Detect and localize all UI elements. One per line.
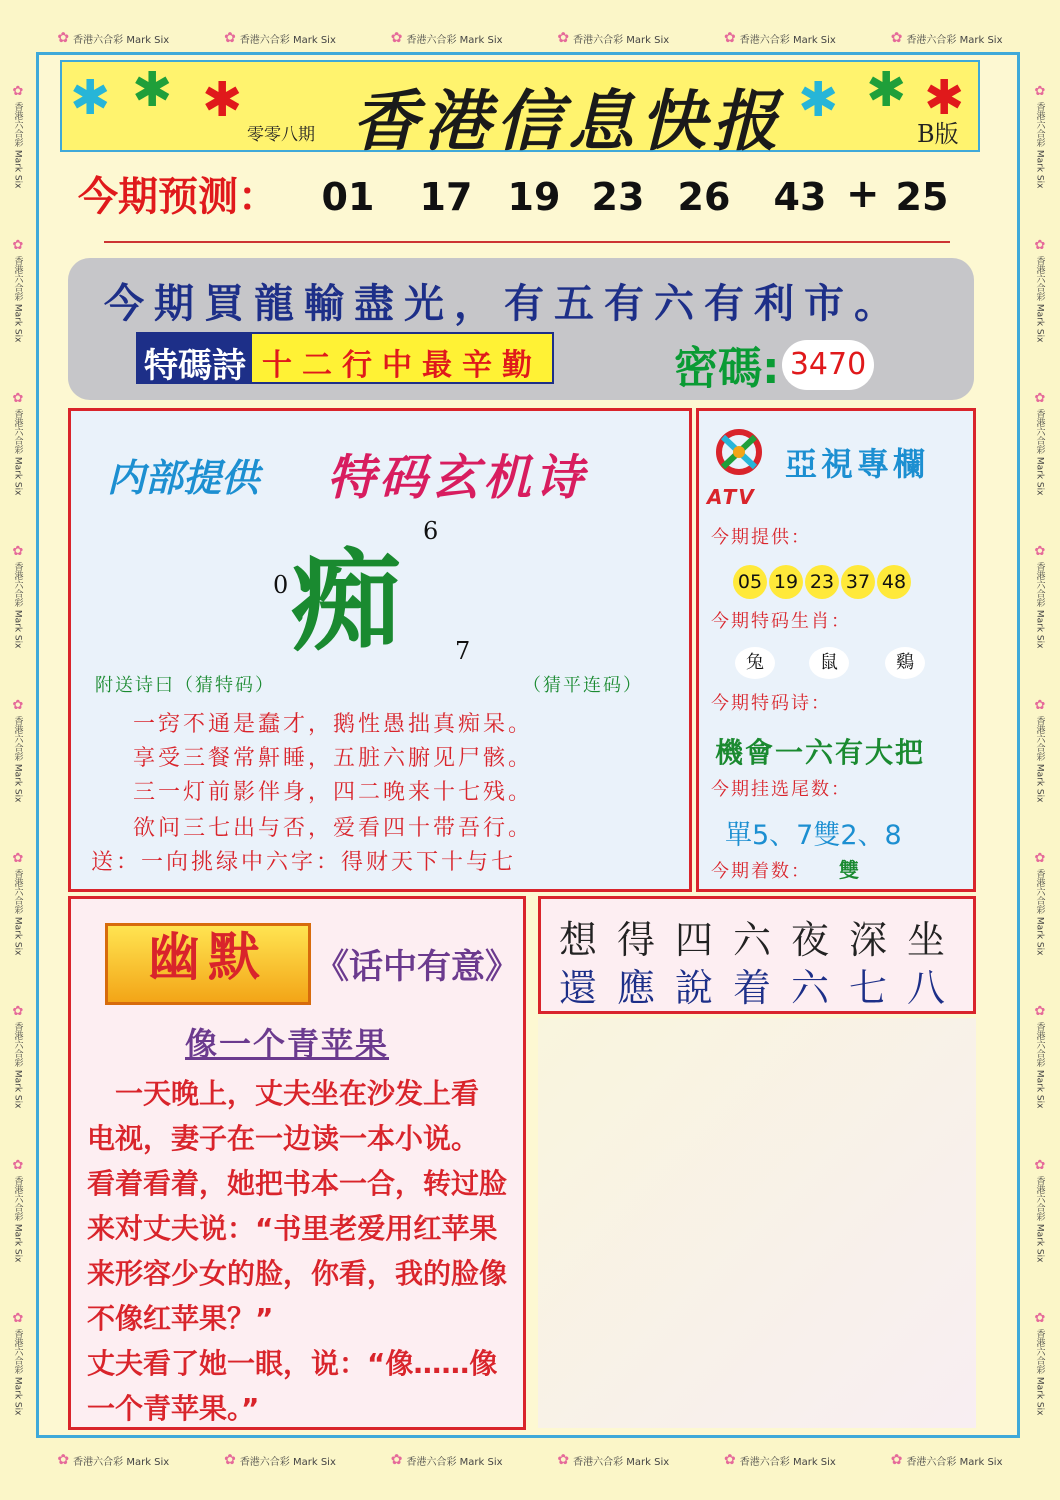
- flower-icon: ✿: [557, 30, 570, 46]
- verse-line-1: 想得四六夜深坐: [559, 918, 966, 962]
- parity-label: 今期着数：: [711, 861, 811, 882]
- watermark: ✿ 香港六合彩 Mark Six: [890, 30, 1003, 46]
- zodiac-badge: 鷄: [885, 647, 925, 679]
- flower-icon: ✿: [10, 237, 26, 253]
- atv-logo-icon: [709, 427, 769, 477]
- flower-icon: ✿: [10, 1004, 26, 1020]
- code-label: 密碼:: [674, 343, 780, 394]
- flower-icon: ✿: [1032, 1004, 1048, 1020]
- asterisk-icon: ✱: [924, 70, 965, 126]
- flower-icon: ✿: [724, 1452, 736, 1468]
- watermark: ✿ 香港六合彩 Mark Six: [557, 1452, 670, 1468]
- poem-line: 三一灯前影伴身，四二晚来十七残。: [133, 780, 534, 805]
- watermark: ✿ 香港六合彩 Mark Six: [1032, 391, 1048, 496]
- zodiac-badge: 兔: [735, 647, 775, 679]
- watermark: ✿ 香港六合彩 Mark Six: [57, 30, 170, 46]
- flower-icon: ✿: [1032, 237, 1048, 253]
- digit-top: 6: [423, 517, 439, 545]
- watermark: ✿ 香港六合彩 Mark Six: [724, 30, 836, 46]
- flower-icon: ✿: [1032, 391, 1048, 407]
- special-poem-tag: [136, 332, 554, 384]
- flower-icon: ✿: [10, 697, 26, 713]
- asterisk-icon: ✱: [132, 62, 173, 118]
- humor-heading: 像一个青苹果: [185, 1025, 390, 1063]
- special-poem-label: 特碼詩: [138, 334, 252, 382]
- asterisk-icon: ✱: [70, 70, 111, 126]
- prediction-number: ★ 19: [494, 175, 574, 219]
- watermark: ✿ 香港六合彩 Mark Six: [390, 1452, 503, 1468]
- watermark: ✿ 香港六合彩 Mark Six: [1032, 1311, 1048, 1416]
- watermark: ✿ 香港六合彩 Mark Six: [1032, 1004, 1048, 1109]
- slogan-box: [68, 258, 974, 400]
- special-number: ★ 25: [882, 175, 962, 219]
- flower-icon: ✿: [1032, 851, 1048, 867]
- provide-label: 今期提供：: [711, 527, 811, 548]
- watermark: ✿ 香港六合彩 Mark Six: [10, 697, 26, 803]
- tail-value: 單5、7雙2、8: [725, 820, 902, 851]
- story-line: 电视，妻子在一边读一本小说。: [87, 1122, 480, 1155]
- watermark: ✿ 香港六合彩 Mark Six: [1032, 1157, 1048, 1263]
- story-line: 一天晚上，丈夫坐在沙发上看: [87, 1077, 480, 1110]
- digit-bottom: 7: [455, 637, 471, 665]
- watermark: ✿ 香港六合彩 Mark Six: [10, 1157, 26, 1263]
- verse-panel: [538, 896, 976, 1014]
- watermark: ✿ 香港六合彩 Mark Six: [1032, 237, 1048, 343]
- header: [60, 60, 980, 160]
- poem-line: 欲问三七出与否，爱看四十带吾行。: [133, 816, 534, 841]
- watermark: ✿ 香港六合彩 Mark Six: [10, 1004, 26, 1109]
- special-poem-value: 十二行中最辛勤: [252, 334, 552, 382]
- verse-line-2: 還應說着六七八: [559, 966, 966, 1010]
- number-ball: 23: [805, 565, 839, 599]
- code-value: 3470: [782, 340, 874, 390]
- flower-icon: ✿: [390, 30, 403, 46]
- flower-icon: ✿: [890, 30, 903, 46]
- watermark: ✿ 香港六合彩 Mark Six: [1032, 851, 1048, 956]
- atv-poem: 機會一六有大把: [715, 736, 926, 769]
- prediction-label: 今期预测：: [78, 174, 278, 220]
- slogan-text: 今期買龍輸盡光，有五有六有利市。: [104, 281, 904, 327]
- flower-icon: ✿: [557, 1452, 570, 1468]
- watermark: ✿ 香港六合彩 Mark Six: [57, 1452, 170, 1468]
- tail-label: 今期挂选尾数：: [711, 779, 851, 800]
- flower-icon: ✿: [724, 30, 736, 46]
- number-ball: 37: [841, 565, 875, 599]
- humor-badge: [105, 923, 311, 1005]
- watermark: ✿ 香港六合彩 Mark Six: [10, 237, 26, 343]
- flower-icon: ✿: [57, 30, 70, 46]
- watermark: ✿ 香港六合彩 Mark Six: [1032, 544, 1048, 649]
- humor-story: [87, 1071, 515, 1431]
- story-line: 不像红苹果？”: [87, 1302, 274, 1335]
- flower-icon: ✿: [10, 1311, 26, 1327]
- flower-icon: ✿: [10, 84, 26, 100]
- digit-left: 0: [273, 571, 289, 599]
- flower-icon: ✿: [10, 391, 26, 407]
- flower-icon: ✿: [1032, 1157, 1048, 1173]
- number-balls: [733, 565, 911, 599]
- flower-icon: ✿: [390, 1452, 403, 1468]
- riddle-character: 痴: [291, 538, 401, 666]
- flower-icon: ✿: [10, 1157, 26, 1173]
- watermark: ✿ 香港六合彩 Mark Six: [10, 391, 26, 496]
- poem-line: 一窍不通是蠢才，鹅性愚拙真痴呆。: [133, 712, 534, 737]
- number-ball: 19: [769, 565, 803, 599]
- poem-line: 享受三餐常鼾睡，五脏六腑见尸骸。: [133, 746, 534, 771]
- page-title: 香港信息快报: [352, 82, 784, 160]
- plus-sign: +: [846, 171, 880, 217]
- flower-icon: ✿: [10, 851, 26, 867]
- watermark: ✿ 香港六合彩 Mark Six: [224, 30, 336, 46]
- watermark-left: [6, 60, 30, 1440]
- flower-icon: ✿: [1032, 697, 1048, 713]
- asterisk-icon: ✱: [866, 62, 907, 118]
- watermark: ✿ 香港六合彩 Mark Six: [10, 84, 26, 189]
- gift-label-right: （猜平连码）: [523, 675, 643, 696]
- watermark: ✿ 香港六合彩 Mark Six: [1032, 697, 1048, 803]
- watermark: ✿ 香港六合彩 Mark Six: [10, 544, 26, 649]
- zodiac-label: 今期特码生肖：: [711, 611, 851, 632]
- humor-subtitle: 《话中有意》: [315, 947, 519, 987]
- prediction-number: ★ 17: [406, 175, 486, 219]
- watermark: ✿ 香港六合彩 Mark Six: [10, 851, 26, 956]
- story-line: 看着看着，她把书本一合，转过脸: [87, 1167, 508, 1200]
- poem-heading-left: 内部提供: [107, 456, 260, 500]
- empty-area: [538, 1018, 976, 1428]
- watermark: ✿ 香港六合彩 Mark Six: [224, 1452, 336, 1468]
- poem-line: 送：一向挑绿中六字：得财天下十与七: [91, 850, 517, 875]
- story-line: 来形容少女的脸，你看，我的脸像: [87, 1257, 508, 1290]
- watermark: ✿ 香港六合彩 Mark Six: [390, 30, 503, 46]
- prediction-number: ★ 23: [578, 175, 658, 219]
- prediction-row: [60, 155, 980, 245]
- asterisk-icon: ✱: [202, 72, 243, 128]
- watermark-top: [30, 26, 1030, 50]
- humor-badge-text: 幽默: [147, 928, 268, 988]
- flower-icon: ✿: [1032, 544, 1048, 560]
- flower-icon: ✿: [224, 1452, 236, 1468]
- atv-logo-text: ATV: [707, 485, 756, 509]
- watermark: ✿ 香港六合彩 Mark Six: [557, 30, 670, 46]
- watermark-right: [1028, 60, 1052, 1440]
- edition-label: B版: [917, 120, 959, 148]
- zodiac-badge: 鼠: [809, 647, 849, 679]
- flower-icon: ✿: [1032, 84, 1048, 100]
- number-ball: 05: [733, 565, 767, 599]
- gift-label-left: 附送诗曰（猜特码）: [95, 675, 275, 696]
- poem-heading-right: 特码玄机诗: [327, 450, 588, 506]
- flower-icon: ✿: [57, 1452, 70, 1468]
- humor-panel: [68, 896, 526, 1430]
- prediction-number: ★ 01: [308, 175, 388, 219]
- watermark: ✿ 香港六合彩 Mark Six: [10, 1311, 26, 1416]
- number-ball: 48: [877, 565, 911, 599]
- asterisk-icon: ✱: [798, 72, 839, 128]
- watermark: ✿ 香港六合彩 Mark Six: [724, 1452, 836, 1468]
- divider: [104, 241, 950, 243]
- prediction-number: ★ 43: [760, 175, 840, 219]
- flower-icon: ✿: [224, 30, 236, 46]
- flower-icon: ✿: [890, 1452, 903, 1468]
- flower-icon: ✿: [10, 544, 26, 560]
- watermark: ✿ 香港六合彩 Mark Six: [1032, 84, 1048, 189]
- story-line: 来对丈夫说：“书里老爱用红苹果: [87, 1212, 498, 1245]
- atv-title: 亞視專欄: [785, 445, 930, 483]
- issue-number: 零零八期: [247, 125, 315, 145]
- parity-value: 雙: [839, 858, 859, 882]
- watermark: ✿ 香港六合彩 Mark Six: [890, 1452, 1003, 1468]
- watermark-bottom: [30, 1448, 1030, 1472]
- atv-panel: [696, 408, 976, 892]
- poem-panel: [68, 408, 692, 892]
- flower-icon: ✿: [1032, 1311, 1048, 1327]
- story-line: 丈夫看了她一眼，说：“像……像: [87, 1347, 498, 1380]
- prediction-number: ★ 26: [664, 175, 744, 219]
- story-line: 一个青苹果。”: [87, 1392, 260, 1425]
- atv-poem-label: 今期特码诗：: [711, 693, 831, 714]
